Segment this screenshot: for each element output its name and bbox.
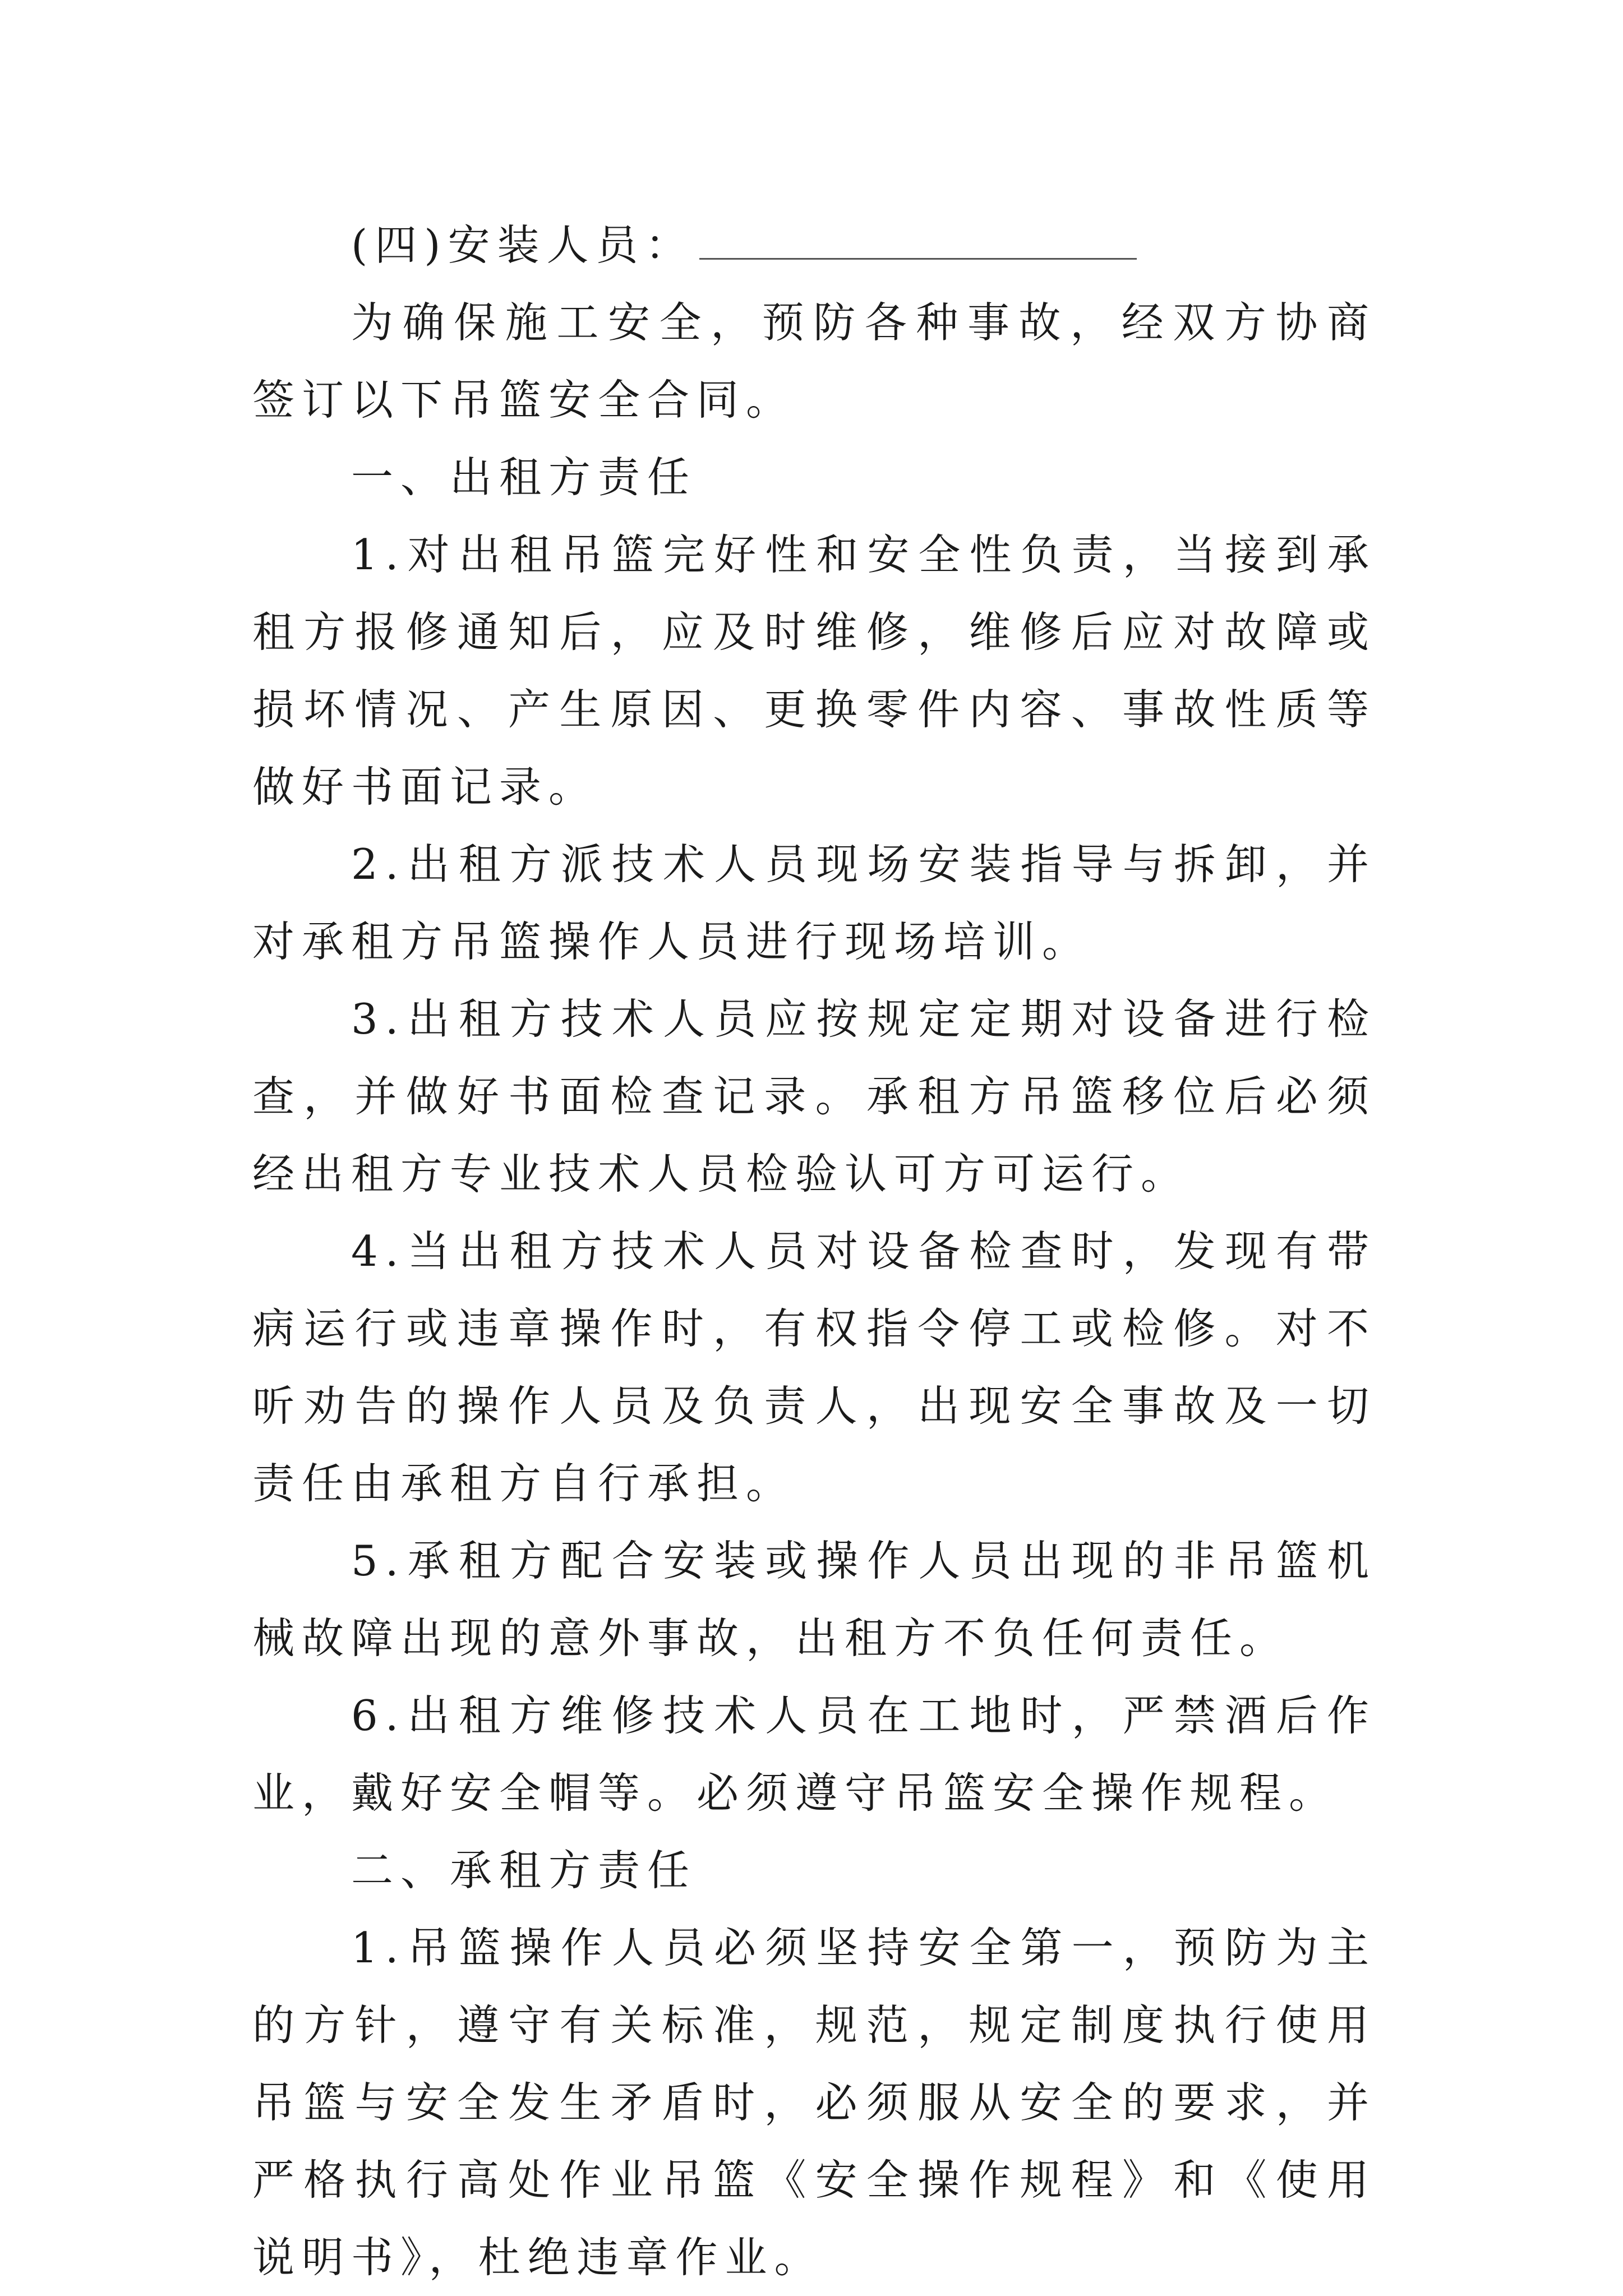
lessee-clause-1: 1.吊篮操作人员必须坚持安全第一，预防为主的方针，遵守有关标准，规范，规定制度执行使用吊篮与安全发生矛盾时，必须服从安全的要求，并严格执行高处作业吊篮《安全操作规程》和《使用说明书》，杜绝违章作业。 [252,1923,1376,2282]
section-heading-lessee: 二、承租方责任 [351,1846,697,1895]
lessor-clause-4: 4.当出租方技术人员对设备检查时，发现有带病运行或违章操作时，有权指令停工或检修。对不听劝告的操作人员及负责人，出现安全事故及一切责任由承租方自行承担。 [252,1227,1376,1508]
section-heading-lessor: 一、出租方责任 [351,453,697,502]
lessor-clause-1: 1.对出租吊篮完好性和安全性负责，当接到承租方报修通知后，应及时维修，维修后应对故障或损坏情况、产生原因、更换零件内容、事故性质等做好书面记录。 [252,530,1376,812]
intro-paragraph: 为确保施工安全，预防各种事故，经双方协商签订以下吊篮安全合同。 [252,298,1376,425]
lessor-clause-5: 5.承租方配合安装或操作人员出现的非吊篮机械故障出现的意外事故，出租方不负任何责任。 [252,1536,1376,1663]
lessor-clause-2: 2.出租方派技术人员现场安装指导与拆卸，并对承租方吊篮操作人员进行现场培训。 [252,840,1376,966]
installer-field-row [252,206,1376,284]
document-body [252,206,1376,2296]
installer-field-blank[interactable] [699,219,1137,260]
installer-field-label: (四)安装人员： [351,220,695,270]
lessor-clause-3: 3.出租方技术人员应按规定定期对设备进行检查，并做好书面检查记录。承租方吊篮移位后必须经出租方专业技术人员检验认可方可运行。 [252,994,1376,1198]
lessor-clause-6: 6.出租方维修技术人员在工地时，严禁酒后作业，戴好安全帽等。必须遵守吊篮安全操作规程。 [252,1691,1376,1818]
